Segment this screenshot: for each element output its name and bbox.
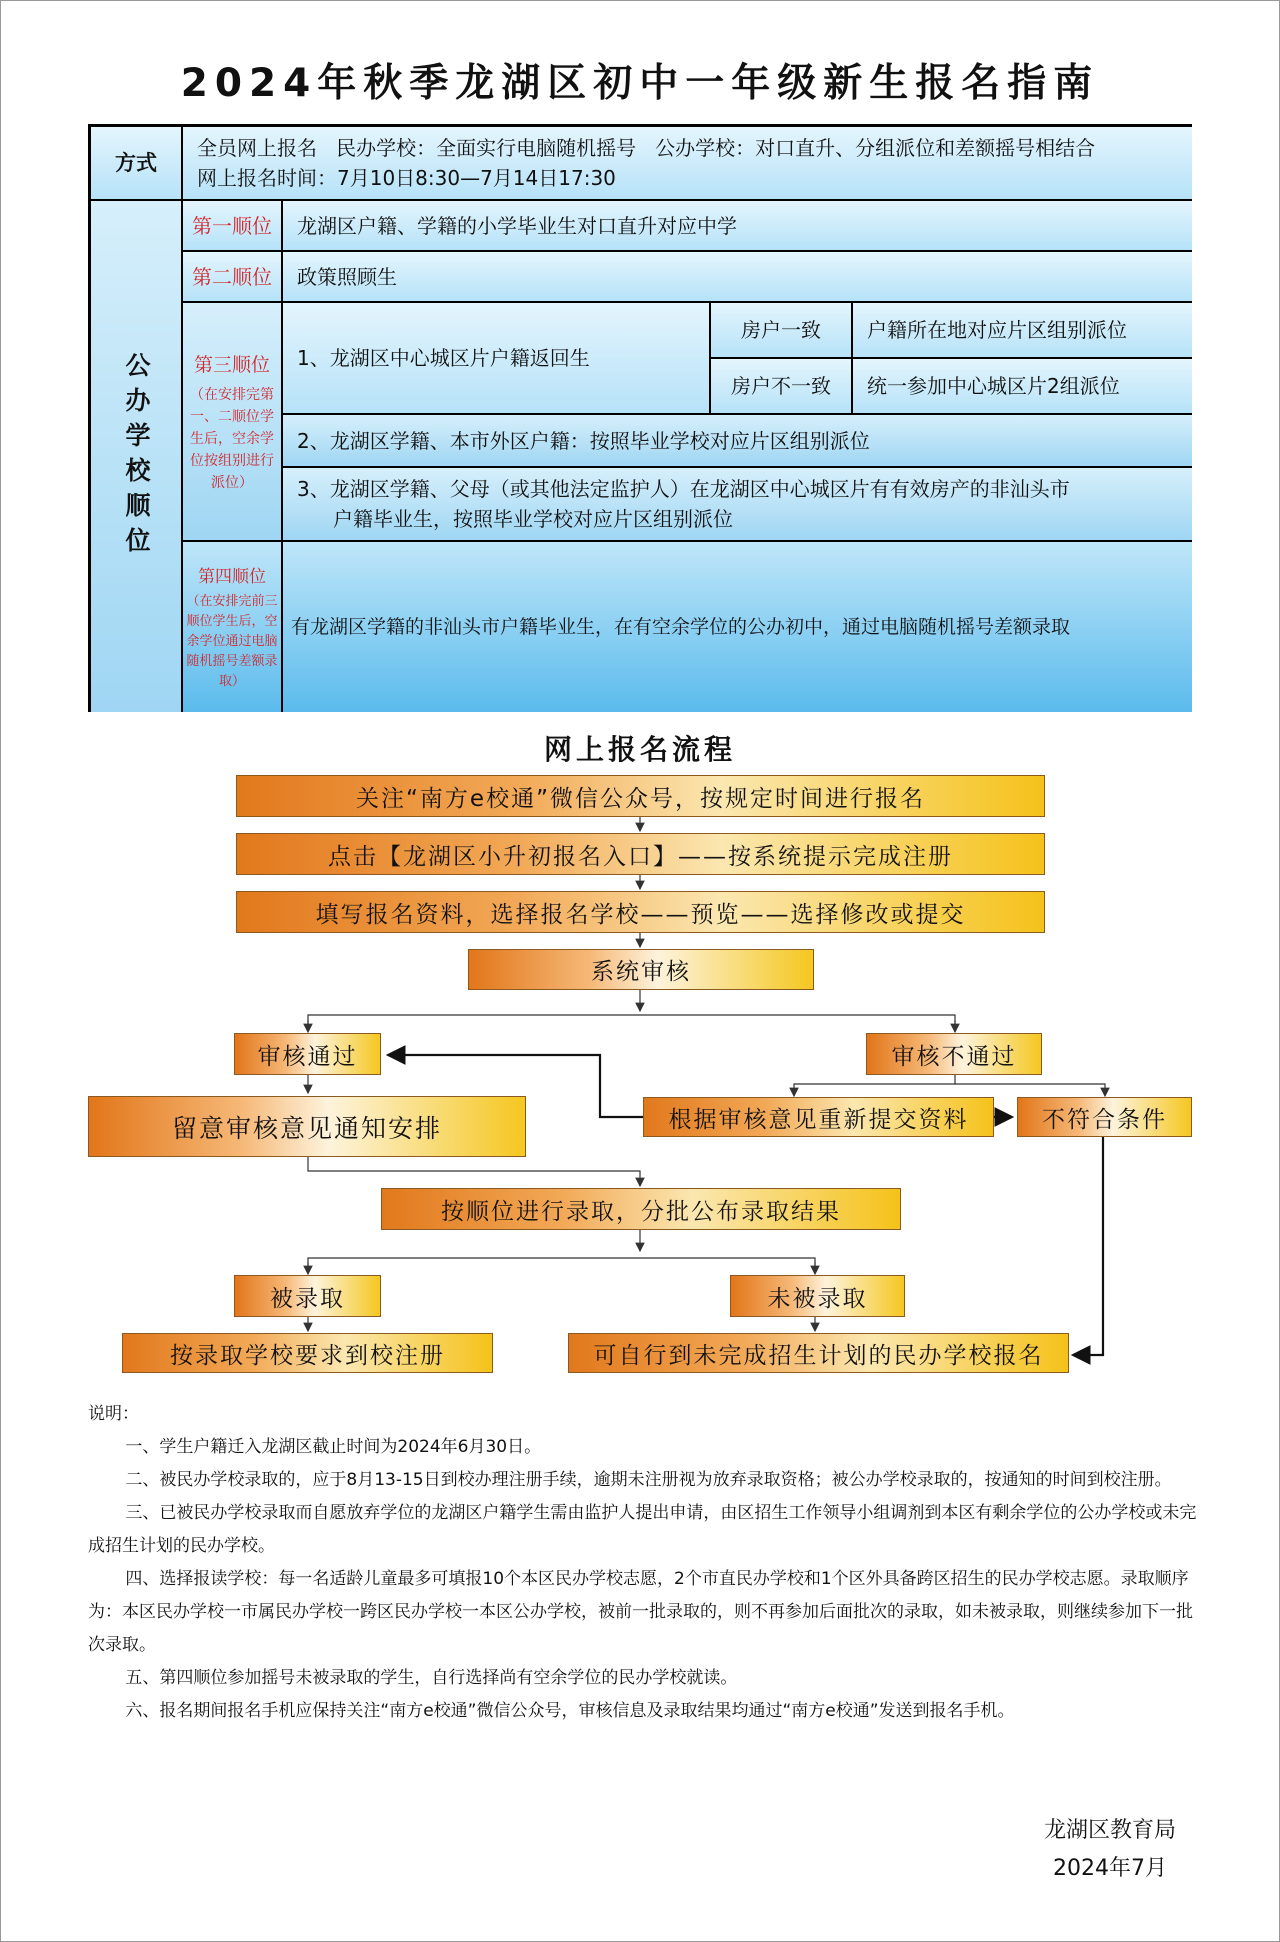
note-2: 二、被民办学校录取的，应于8月13-15日到校办理注册手续，逾期未注册视为放弃录取资格；被公办学校录取的，按通知的时间到校注册。 [125, 1470, 1172, 1490]
order3-note: （在安排完第一、二顺位学生后，空余学位按组别进行派位） [190, 386, 274, 491]
order4-label: 第四顺位 [198, 567, 266, 587]
flow-title: 网上报名流程 [543, 733, 736, 766]
order3-item2: 2、龙湖区学籍、本市外区户籍：按照毕业学校对应片区组别派位 [283, 415, 1192, 468]
flow-pass: 审核通过 [234, 1033, 381, 1075]
order3-same-text: 户籍所在地对应片区组别派位 [853, 303, 1192, 359]
flow-notice: 留意审核意见通知安排 [88, 1096, 526, 1157]
order1-label: 第一顺位 [183, 201, 283, 252]
flow-step-fill: 填写报名资料，选择报名学校——预览——选择修改或提交 [236, 891, 1045, 933]
flow-admit: 按顺位进行录取，分批公布录取结果 [381, 1188, 901, 1230]
notes [88, 1398, 1198, 1728]
order3-item3-line2: 户籍毕业生，按照毕业学校对应片区组别派位 [333, 507, 733, 531]
flow-admitted: 被录取 [234, 1275, 381, 1317]
note-1: 一、学生户籍迁入龙湖区截止时间为2024年6月30日。 [125, 1437, 542, 1457]
order2-label: 第二顺位 [183, 252, 283, 303]
order3-label: 第三顺位 [193, 353, 270, 376]
order3-diff: 房户不一致 [711, 359, 853, 415]
order4-text: 有龙湖区学籍的非汕头市户籍毕业生，在有空余学位的公办初中，通过电脑随机摇号差额录取 [283, 542, 1192, 712]
order2-text: 政策照顾生 [283, 252, 1192, 303]
order3-item1: 1、龙湖区中心城区片户籍返回生 [283, 303, 711, 415]
flow-not-admitted: 未被录取 [730, 1275, 905, 1317]
order3-item3-line1: 3、龙湖区学籍、父母（或其他法定监护人）在龙湖区中心城区片有有效房产的非汕头市 [297, 477, 1070, 501]
signature-org: 龙湖区教育局 [1043, 1818, 1176, 1843]
order1-text: 龙湖区户籍、学籍的小学毕业生对口直升对应中学 [283, 201, 1192, 252]
flow-school-register: 按录取学校要求到校注册 [122, 1333, 493, 1373]
note-5: 五、第四顺位参加摇号未被录取的学生，自行选择尚有空余学位的民办学校就读。 [125, 1668, 738, 1688]
note-3: 三、已被民办学校录取而自愿放弃学位的龙湖区户籍学生需由监护人提出申请，由区招生工作领导小组调剂到本区有剩余学位的公办学校或未完成招生计划的民办学校。 [88, 1503, 1197, 1556]
order3-same: 房户一致 [711, 303, 853, 359]
flow-resubmit: 根据审核意见重新提交资料 [643, 1097, 994, 1137]
method-line1: 全员网上报名 民办学校：全面实行电脑随机摇号 公办学校：对口直升、分组派位和差额摇号相结合 [197, 136, 1096, 160]
method-label: 方式 [91, 127, 183, 201]
signature-date: 2024年7月 [1052, 1856, 1167, 1881]
signature [1044, 1812, 1176, 1888]
method-line2: 网上报名时间：7月10日8:30—7月14日17:30 [197, 166, 616, 190]
flow-step-register: 点击【龙湖区小升初报名入口】——按系统提示完成注册 [236, 833, 1045, 875]
order4-note: （在安排完前三顺位学生后，空余学位通过电脑随机摇号差额录取） [186, 594, 278, 689]
flow-unqualified: 不符合条件 [1017, 1097, 1192, 1137]
page-title: 2024年秋季龙湖区初中一年级新生报名指南 [180, 61, 1100, 106]
order3-diff-text: 统一参加中心城区片2组派位 [853, 359, 1192, 415]
flow-private-school: 可自行到未完成招生计划的民办学校报名 [568, 1333, 1069, 1373]
notes-label: 说明： [88, 1404, 139, 1424]
public-order-text: 公办学校顺位 [122, 351, 151, 562]
flow-step-follow: 关注“南方e校通”微信公众号，按规定时间进行报名 [236, 775, 1045, 817]
note-6: 六、报名期间报名手机应保持关注“南方e校通”微信公众号，审核信息及录取结果均通过“南方e校通”发送到报名手机。 [125, 1701, 1015, 1721]
flow-fail: 审核不通过 [866, 1033, 1042, 1075]
flow-step-review: 系统审核 [468, 949, 814, 990]
note-4: 四、选择报读学校：每一名适龄儿童最多可填报10个本区民办学校志愿，2个市直民办学校和1个区外具备跨区招生的民办学校志愿。录取顺序为：本区民办学校一市属民办学校一跨区民办学校一本区公办学校，被前一批录取的，则不再参加后面批次的录取，如未被录取，则继续参加下一批次录取。 [88, 1569, 1193, 1655]
